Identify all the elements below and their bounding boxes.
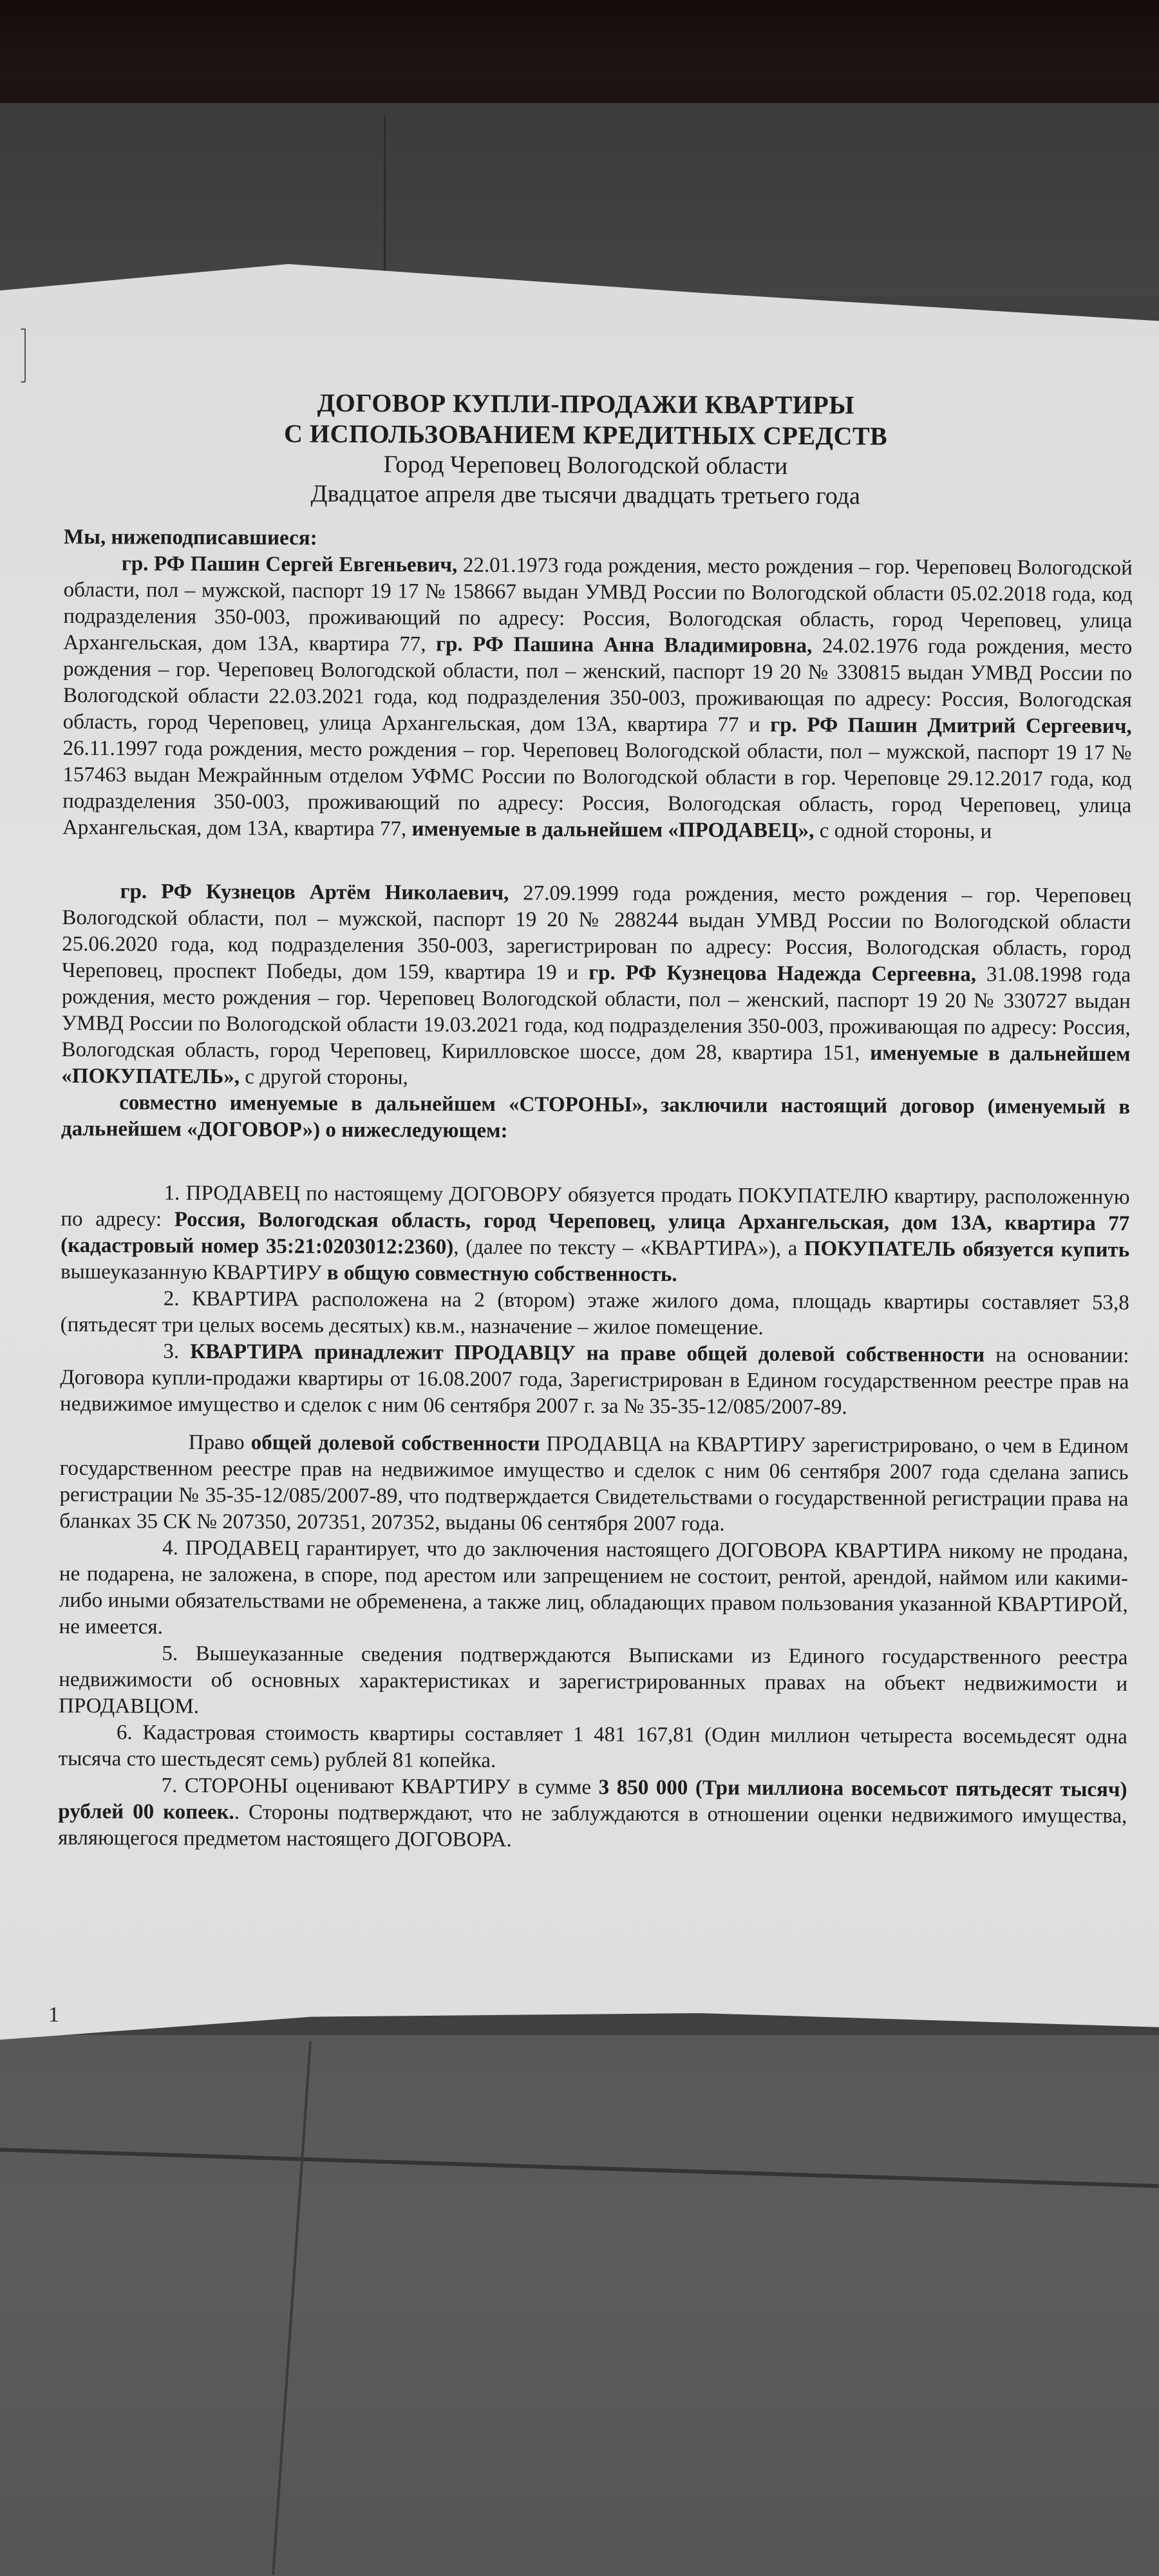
buyer-1-name: гр. РФ Кузнецов Артём Николаевич, — [120, 880, 509, 905]
buyer-2-name: гр. РФ Кузнецова Надежда Сергеевна, — [589, 961, 977, 987]
clause-3 — [60, 1338, 1129, 1422]
clause-1-text-3: вышеуказанную КВАРТИРУ — [60, 1260, 327, 1285]
seller-tail: с одной стороны, и — [814, 819, 992, 844]
clause-4: 4. ПРОДАВЕЦ гарантирует, что до заключения настоящего ДОГОВОРА КВАРТИРА никому не продана, не подарена, не заложена, в споре, под арестом или запрещением не состоит, рентой, арендой, наймом или какими-либо иными обязательствами не обременена, а также лиц, обладающих правом пользования указанной КВАРТИРОЙ, не имеется. — [59, 1536, 1129, 1639]
clause-1-buyer-obligation: ПОКУПАТЕЛЬ обязуется купить — [804, 1237, 1130, 1262]
clause-6: 6. Кадастровая стоимость квартиры составляет 1 481 167,81 (Один миллион четыреста восемьдесят одна тысяча сто шестьдесят семь) рублей 81 копейка. — [58, 1721, 1127, 1772]
document-date: Двадцатое апреля две тысячи двадцать третьего года — [310, 480, 861, 510]
clause-1 — [61, 1180, 1130, 1290]
staple-mark — [21, 328, 26, 383]
document-title-line-1: ДОГОВОР КУПЛИ-ПРОДАЖИ КВАРТИРЫ — [317, 388, 855, 420]
background-sofa-seat — [0, 2035, 1159, 2576]
seller-role: именуемые в дальнейшем «ПРОДАВЕЦ», — [411, 817, 815, 843]
clause-3-registration — [59, 1429, 1129, 1539]
sofa-seam — [384, 116, 386, 277]
parties-paragraph — [61, 1090, 1130, 1147]
buyer-1-details: 27.09.1999 года рождения, место рождения – гор. Череповец Вологодской области, пол – мужской, паспорт 19 20 № 288244 выдан УМВД России по Вологодской области 25.06.2020 года, код подразделения 350-003, зарегистрирован по адресу: Россия, Вологодская область, город Череповец, проспект Победы, дом 159, квартира 19 и — [61, 882, 1131, 985]
intro-heading: Мы, нижеподписавшиеся: — [63, 525, 317, 550]
clause-1-text-2: , (далее по тексту – «КВАРТИРА»), а — [453, 1235, 804, 1261]
clause-3-reg-bold: общей долевой собственности — [250, 1431, 540, 1456]
clause-3-ownership: КВАРТИРА принадлежит ПРОДАВЦУ на праве общей долевой собственности — [190, 1340, 985, 1367]
clause-1-text: 1. ПРОДАВЕЦ по настоящему ДОГОВОРУ обязуется продать ПОКУПАТЕЛЮ квартиру, расположенную по адресу: — [61, 1181, 1130, 1231]
clause-3-reg-details: ПРОДАВЦА на КВАРТИРУ зарегистрировано, о чем в Едином государственном реестре прав на недвижимое имущество и сделок с ним 06 сентября 2007 года сделана запись регистрации № 35-35-12/085/2007-89, что подтверждается Свидетельствами о государственной регистрации права на бланках 35 СК № 207350, 207351, 207352, выданы 06 сентября 2007 года. — [59, 1432, 1129, 1536]
contract-body — [58, 386, 1133, 1856]
clause-7-confirmation: . Стороны подтверждают, что не заблуждаются в отношении оценки недвижимого имущества, являющегося предметом настоящего ДОГОВОРА. — [58, 1801, 1127, 1852]
clause-2: 2. КВАРТИРА расположена на 2 (втором) этаже жилого дома, площадь квартиры составляет 53,8 (пятьдесят три целых восемь десятых) кв.м., назначение – жилое помещение. — [60, 1287, 1129, 1340]
seller-1-details: 22.01.1973 года рождения, место рождения – гор. Череповец Вологодской области, пол – мужской, паспорт 19 17 № 158667 выдан УМВД России по Вологодской области 05.02.2018 года, код подразделения 350-003, проживающий по адресу: Россия, Вологодская область, город Череповец, улица Архангельская, дом 13А, квартира 77, — [63, 553, 1133, 656]
clause-7 — [58, 1772, 1127, 1856]
clause-7-price: 3 850 000 (Три миллиона восемьсот пятьдесят тысяч) рублей 00 копеек. — [58, 1776, 1127, 1824]
seller-2-name: гр. РФ Пашина Анна Владимировна, — [435, 632, 813, 658]
clause-3-reg-text: Право — [188, 1430, 251, 1455]
document-city: Город Череповец Вологодской области — [383, 451, 788, 480]
document-title-line-2: С ИСПОЛЬЗОВАНИЕМ КРЕДИТНЫХ СРЕДСТВ — [283, 419, 888, 451]
clause-5: 5. Вышеуказанные сведения подтверждаются Выписками из Единого государственного реестра недвижимости об основных характеристиках и зарегистрированных правах на объект недвижимости и ПРОДАВЦОМ. — [58, 1642, 1128, 1718]
seller-1-name: гр. РФ Пашин Сергей Евгеньевич, — [121, 552, 458, 577]
seller-paragraph — [62, 551, 1133, 846]
page-number: 1 — [48, 2003, 59, 2027]
buyer-tail: с другой стороны, — [239, 1065, 408, 1090]
background-sofa-back — [0, 103, 1159, 296]
clause-3-number: 3. — [163, 1340, 191, 1363]
seller-2-details: 24.02.1976 года рождения, место рождения – гор. Череповец Вологодской области, пол – женский, паспорт 19 20 № 330815 выдан УМВД России по Вологодской области 22.03.2021 года, код подразделения 350-003, проживающая по адресу: Россия, Вологодская область, город Череповец, улица Архангельская, дом 13А, квартира 77 и — [62, 634, 1133, 737]
parties-text: совместно именуемые в дальнейшем «СТОРОНЫ», заключили настоящий договор (именуемый в дальнейшем «ДОГОВОР») о нижеследующем: — [61, 1091, 1131, 1143]
buyer-paragraph — [61, 878, 1131, 1094]
seller-3-name: гр. РФ Пашин Дмитрий Сергеевич, — [770, 713, 1132, 739]
buyer-2-details: 31.08.1998 года рождения, место рождения – гор. Череповец Вологодской области, пол – женский, паспорт 19 20 № 330727 выдан УМВД России по Вологодской области 19.03.2021 года, код подразделения 350-003, проживающая по адресу: Россия, Вологодская область, город Череповец, Кирилловское шоссе, дом 28, квартира 151, — [61, 963, 1131, 1065]
seller-3-details: 26.11.1997 года рождения, место рождения – гор. Череповец Вологодской области, пол – мужской, паспорт 19 17 № 157463 выдан Межрайнным отделом УФМС России по Вологодской области в гор. Череповце 29.12.2017 года, код подразделения 350-003, проживающий по адресу: Россия, Вологодская область, город Череповец, улица Архангельская, дом 13А, квартира 77, — [62, 736, 1132, 841]
clause-7-text: 7. СТОРОНЫ оценивают КВАРТИРУ в сумме — [161, 1774, 599, 1799]
clause-3-basis: на основании: Договора купли-продажи квартиры от 16.08.2007 года, Зарегистрирован в Едином государственном реестре прав на недвижимое имущество и сделок с ним 06 сентября 2007 г. за № 35-35-12/085/2007-89. — [60, 1343, 1129, 1419]
clause-1-address: Россия, Вологодская область, город Череповец, улица Архангельская, дом 13А, квартира 77 (кадастровый номер 35:21:0203012:2360) — [61, 1208, 1130, 1259]
clause-1-ownership: в общую совместную собственность. — [326, 1261, 677, 1287]
buyer-role: именуемые в дальнейшем «ПОКУПАТЕЛЬ», — [61, 1041, 1131, 1089]
